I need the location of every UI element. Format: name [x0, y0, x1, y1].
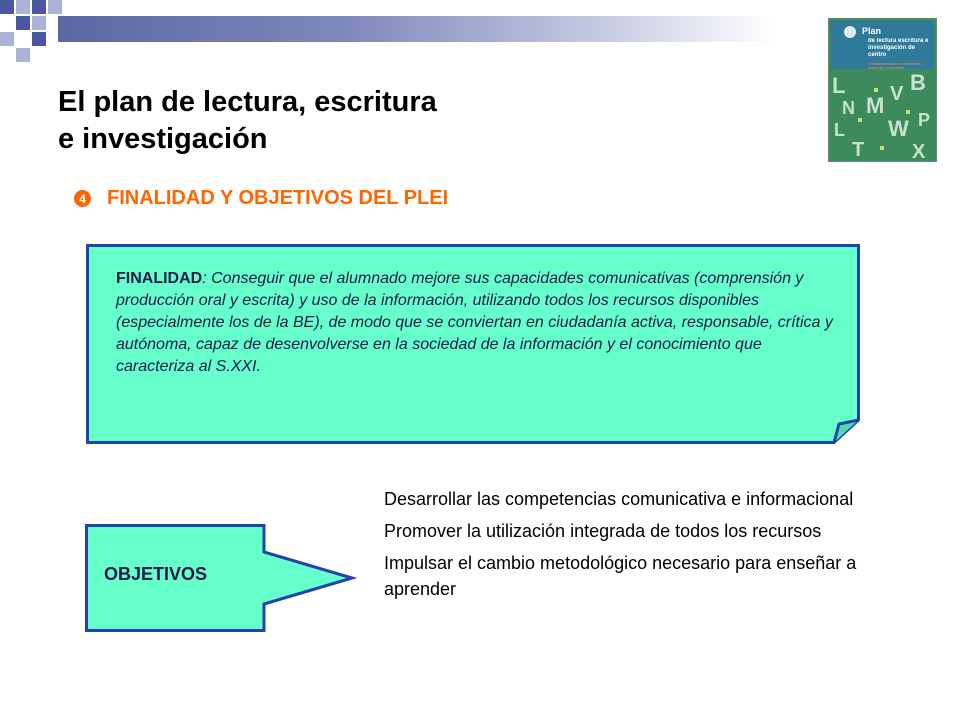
objetivo-item: Desarrollar las competencias comunicativa e informacional — [384, 489, 854, 509]
plan-cover-image — [828, 18, 937, 162]
objetivos-list — [384, 486, 864, 608]
objetivos-label: OBJETIVOS — [104, 564, 208, 584]
page-title — [58, 84, 437, 158]
decor-square — [32, 16, 46, 30]
cover-letter: M — [866, 93, 885, 118]
cover-subtitle: Orientaciones para su elaboración, desarrollo y evaluación — [868, 62, 923, 70]
decor-square — [0, 32, 14, 46]
cover-brand-plan: Plan — [862, 26, 882, 36]
cover-letter: N — [842, 98, 855, 118]
cover-letter: B — [910, 70, 926, 95]
header-gradient-bar — [58, 16, 778, 42]
finalidad-text — [116, 268, 836, 378]
page-title-line2: e investigación — [58, 123, 268, 155]
cover-letter: X — [912, 141, 926, 162]
cover-brand-text: de lectura escritura e investigación de centro — [868, 38, 929, 58]
finalidad-body: : Conseguir que el alumnado mejore sus capacidades comunicativas (comprensión y producción oral y escrita) y uso de la información, utilizando todos los recursos disponibles (especialmente los de la BE), de modo que se conviertan en ciudadanía activa, responsable, crítica y autónoma, capaz de desenvolverse en la sociedad de la información y el conocimiento que caracteriza al S.XXI. — [116, 270, 833, 375]
cover-letter: L — [832, 73, 846, 98]
section-number-bullet: 4 — [74, 190, 91, 207]
decor-square — [16, 16, 30, 30]
cover-letter: L — [834, 120, 845, 140]
cover-letter: P — [918, 110, 931, 130]
section-heading — [74, 187, 448, 210]
decor-square — [32, 32, 46, 46]
decor-square — [16, 0, 30, 14]
section-heading-text: FINALIDAD Y OBJETIVOS DEL PLEI — [107, 187, 449, 209]
finalidad-label: FINALIDAD — [116, 270, 203, 287]
decor-square — [16, 48, 30, 62]
decor-square — [0, 0, 14, 14]
cover-letter: W — [888, 116, 909, 141]
cover-letter: T — [852, 139, 865, 161]
page-title-line1: El plan de lectura, escritura — [58, 86, 437, 118]
cover-letter: V — [890, 83, 904, 105]
decor-square — [32, 0, 46, 14]
objetivo-item: Impulsar el cambio metodológico necesario para enseñar a aprender — [384, 553, 857, 599]
decor-square — [48, 0, 62, 14]
objetivo-item: Promover la utilización integrada de todos los recursos — [384, 521, 822, 541]
